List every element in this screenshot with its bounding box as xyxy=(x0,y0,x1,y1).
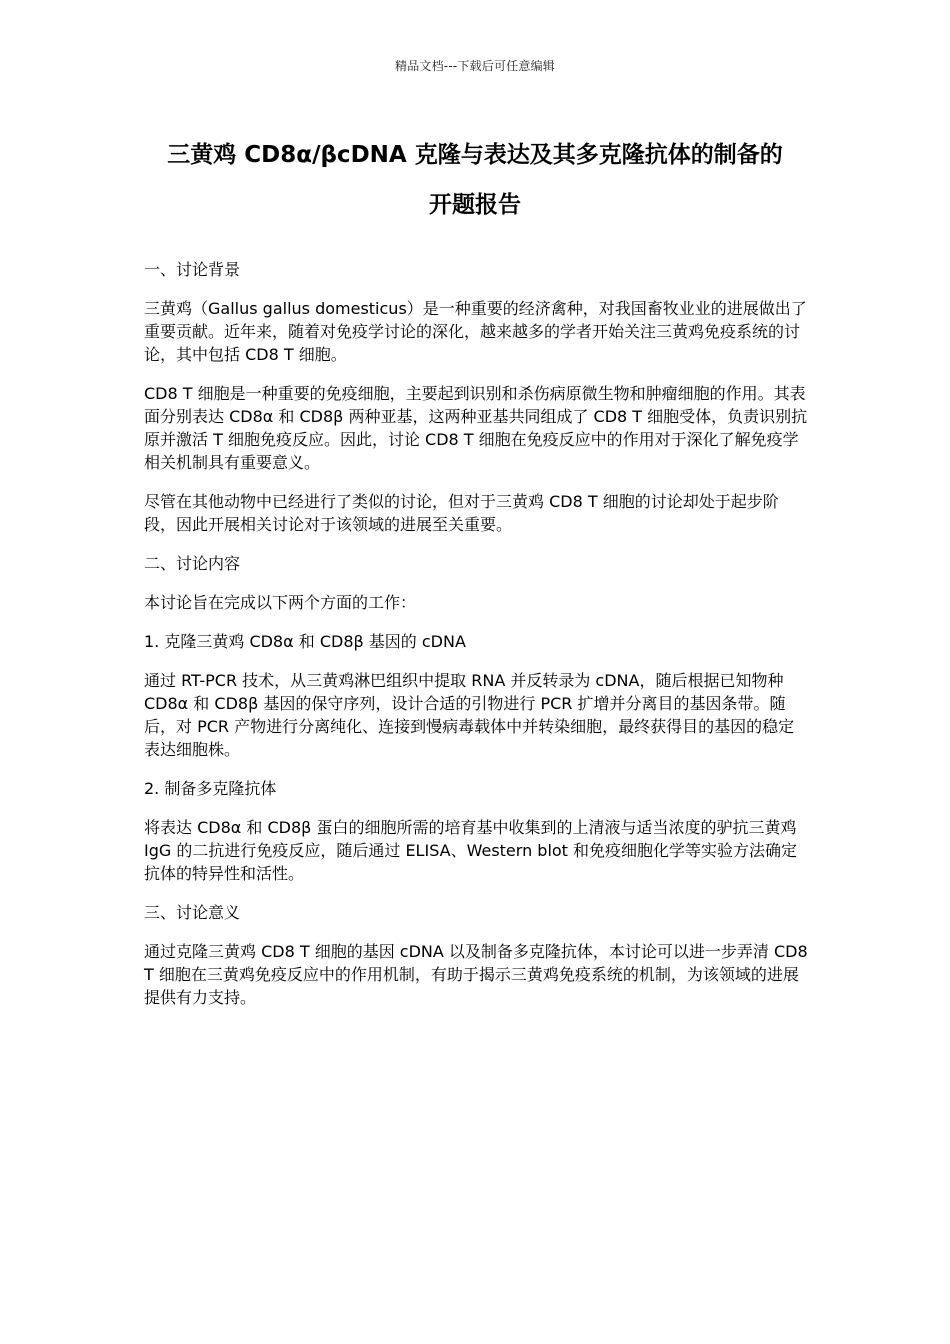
section-heading-background: 一、讨论背景 xyxy=(144,260,241,279)
paragraph: 三黄鸡（Gallus gallus domesticus）是一种重要的经济禽种，对我国畜牧业业的进展做出了重要贡献。近年来，随着对免疫学讨论的深化，越来越多的学者开始关注三黄鸡免疫系统的讨论，其中包括 CD8 T 细胞。 xyxy=(144,299,807,364)
section-heading-content: 二、讨论内容 xyxy=(144,554,241,573)
paragraph: 通过克隆三黄鸡 CD8 T 细胞的基因 cDNA 以及制备多克隆抗体，本讨论可以进一步弄清 CD8 T 细胞在三黄鸡免疫反应中的作用机制，有助于揭示三黄鸡免疫系统的机制，为该领域的进展提供有力支持。 xyxy=(144,942,808,1007)
paragraph: 将表达 CD8α 和 CD8β 蛋白的细胞所需的培育基中收集到的上清液与适当浓度的驴抗三黄鸡 IgG 的二抗进行免疫反应，随后通过 ELISA、Western blot 和免疫细胞化学等实验方法确定抗体的特异性和活性。 xyxy=(144,818,798,883)
paragraph: 通过 RT-PCR 技术，从三黄鸡淋巴组织中提取 RNA 并反转录为 cDNA，随后根据已知物种 CD8α 和 CD8β 基因的保守序列，设计合适的引物进行 PCR 扩增并分离目的基因条带。随后，对 PCR 产物进行分离纯化、连接到慢病毒载体中并转染细胞，最终获得目的基因的稳定表达细胞株。 xyxy=(144,671,795,759)
title-line-2: 开题报告 xyxy=(429,192,521,218)
paragraph: 尽管在其他动物中已经进行了类似的讨论，但对于三黄鸡 CD8 T 细胞的讨论却处于起步阶段，因此开展相关讨论对于该领域的进展至关重要。 xyxy=(144,492,779,534)
section-heading-significance: 三、讨论意义 xyxy=(144,903,241,922)
paragraph: 本讨论旨在完成以下两个方面的工作： xyxy=(144,593,417,612)
page-header: 精品文档---下载后可任意编辑 xyxy=(395,59,555,73)
document-body xyxy=(144,258,808,1025)
paragraph: CD8 T 细胞是一种重要的免疫细胞，主要起到识别和杀伤病原微生物和肿瘤细胞的作用。其表面分别表达 CD8α 和 CD8β 两种亚基，这两种亚基共同组成了 CD8 T 细胞受体，负责识别抗原并激活 T 细胞免疫反应。因此，讨论 CD8 T 细胞在免疫反应中的作用对于深化了解免疫学相关机制具有重要意义。 xyxy=(144,384,808,472)
subheading-antibody: 2. 制备多克隆抗体 xyxy=(144,779,277,798)
subheading-cloning: 1. 克隆三黄鸡 CD8α 和 CD8β 基因的 cDNA xyxy=(144,632,466,651)
title-line-1: 三黄鸡 CD8α/βcDNA 克隆与表达及其多克隆抗体的制备的 xyxy=(167,142,783,168)
document-title xyxy=(100,130,850,230)
